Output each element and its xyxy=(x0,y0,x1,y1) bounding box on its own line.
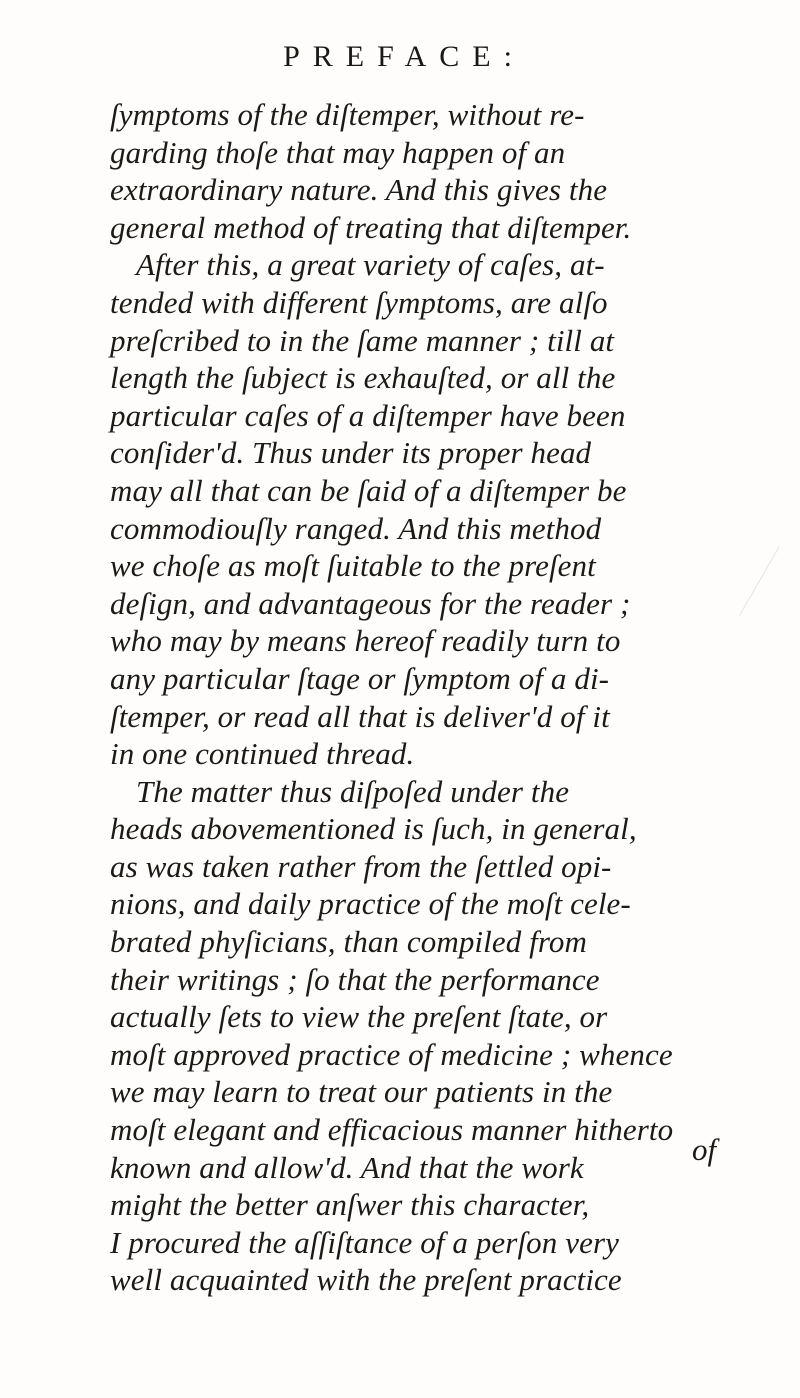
text-line: their writings ; ſo that the performance xyxy=(110,961,600,997)
text-line: conſider'd. Thus under its proper head xyxy=(110,435,592,471)
text-line: as was taken rather from the ſettled opi- xyxy=(110,848,612,884)
text-line: well acquainted with the preſent practice xyxy=(110,1262,622,1298)
running-head: PREFACE: xyxy=(283,40,525,73)
text-line: heads abovementioned is ſuch, in general, xyxy=(110,811,637,847)
text-line: might the better anſwer this character, xyxy=(110,1187,590,1223)
text-line: we choſe as moſt ſuitable to the preſent xyxy=(110,548,596,584)
text-line: brated phyſicians, than compiled from xyxy=(110,924,587,960)
text-line: moſt approved practice of medicine ; whence xyxy=(110,1036,673,1072)
text-line: particular caſes of a diſtemper have been xyxy=(110,397,626,433)
text-line: extraordinary nature. And this gives the xyxy=(110,172,608,208)
text-line: actually ſets to view the preſent ſtate, or xyxy=(110,999,608,1035)
catchword: of xyxy=(692,1132,717,1167)
text-line: ſymptoms of the diſtemper, without re- xyxy=(110,97,585,132)
text-line: tended with different ſymptoms, are alſo xyxy=(110,284,608,320)
text-line: may all that can be ſaid of a diſtemper be xyxy=(110,472,627,508)
text-line: nions, and daily practice of the moſt cele- xyxy=(110,886,631,922)
text-line: general method of treating that diſtemper. xyxy=(110,209,632,245)
text-block xyxy=(110,96,750,1299)
text-line: length the ſubject is exhauſted, or all the xyxy=(110,360,616,396)
text-line: we may learn to treat our patients in the xyxy=(110,1074,613,1110)
text-line: I procured the aſſiſtance of a perſon very xyxy=(110,1224,619,1260)
text-line: preſcribed to in the ſame manner ; till at xyxy=(110,322,615,358)
text-line: any particular ſtage or ſymptom of a di- xyxy=(110,660,610,696)
text-line: known and allow'd. And that the work xyxy=(110,1149,584,1185)
text-line: The matter thus diſpoſed under the xyxy=(136,773,570,809)
text-line: who may by means hereof readily turn to xyxy=(110,623,621,659)
text-line: deſign, and advantageous for the reader ; xyxy=(110,585,631,621)
text-line: garding thoſe that may happen of an xyxy=(110,134,566,170)
text-line: ſtemper, or read all that is deliver'd of it xyxy=(110,698,610,734)
text-line: commodiouſly ranged. And this method xyxy=(110,510,602,546)
text-line: After this, a great variety of caſes, at- xyxy=(136,247,605,283)
text-line: moſt elegant and efficacious manner hitherto xyxy=(110,1112,674,1148)
text-line: in one continued thread. xyxy=(110,736,415,772)
